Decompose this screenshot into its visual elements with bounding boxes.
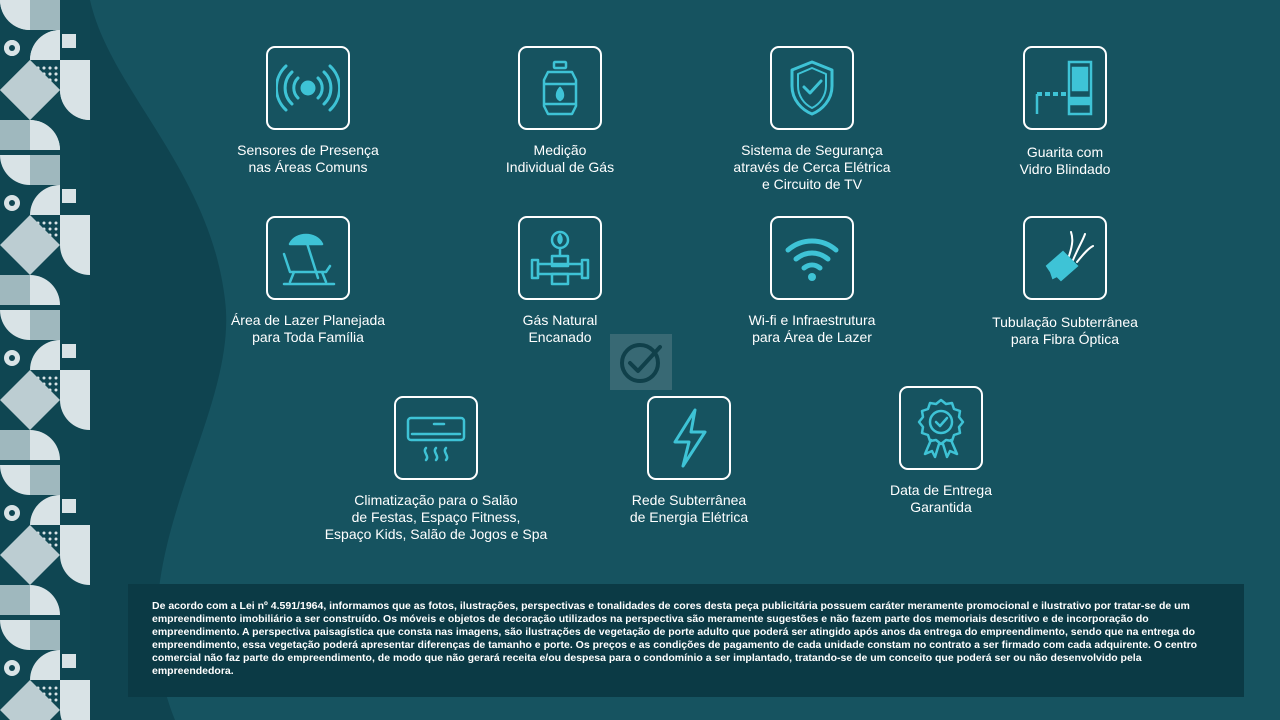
guardhouse-icon bbox=[1023, 46, 1107, 130]
fiber-optic-icon bbox=[1023, 216, 1107, 300]
feature-label: Sensores de Presença nas Áreas Comuns bbox=[237, 142, 379, 175]
feature-delivery-guarantee bbox=[821, 386, 1061, 516]
feature-gas-metering bbox=[440, 46, 680, 176]
feature-fiber-optic bbox=[945, 216, 1185, 348]
feature-underground-power bbox=[569, 396, 809, 526]
feature-presence-sensors bbox=[188, 46, 428, 176]
feature-label: Medição Individual de Gás bbox=[505, 142, 615, 175]
guarantee-badge-icon bbox=[899, 386, 983, 470]
feature-label: Climatização para o Salão de Festas, Espaço Fitness, Espaço Kids, Salão de Jogos e Spa bbox=[324, 492, 548, 542]
feature-label: Tubulação Subterrânea para Fibra Óptica bbox=[992, 314, 1138, 347]
feature-air-conditioning bbox=[316, 396, 556, 543]
lightning-icon bbox=[647, 396, 731, 480]
security-shield-icon bbox=[770, 46, 854, 130]
feature-label: Gás Natural Encanado bbox=[522, 312, 598, 345]
feature-natural-gas bbox=[440, 216, 680, 346]
feature-security-system bbox=[692, 46, 932, 193]
wifi-icon bbox=[770, 216, 854, 300]
feature-leisure-area bbox=[188, 216, 428, 346]
feature-guardhouse bbox=[945, 46, 1185, 178]
disclaimer-text: De acordo com a Lei nº 4.591/1964, informamos que as fotos, ilustrações, perspectivas e tonalidades de cores desta peça publicitária possuem caráter meramente promocional e ilustrativo por tratar-se de um empreendimento imobiliário a ser construído. Os móveis e objetos de decoração utilizados na perspectiva são meramente sugestões e não fazem parte dos memoriais descritivo e de incorporação do empreendimento. A perspectiva paisagística que consta nas imagens, são ilustrações de vegetação de porte adulto que poderá ser atingido após anos da entrega do empreendimento, sendo que na entrega do empreendimento, essa vegetação poderá apresentar diferenças de tamanho e porte. Os preços e as condições de pagamento de cada unidade constam no contrato a ser firmado com cada adquirente. O centro comercial não faz parte do empreendimento, de modo que não gerará receita e/ou despesa para o condomínio a ser implantado, tratando-se de um conceito que poderá ser ou não desenvolvido pela empreendedora. bbox=[152, 600, 1198, 677]
beach-chair-icon bbox=[266, 216, 350, 300]
gas-cylinder-icon bbox=[518, 46, 602, 130]
feature-label: Sistema de Segurança através de Cerca Elétrica e Circuito de TV bbox=[733, 142, 891, 192]
feature-label: Data de Entrega Garantida bbox=[890, 482, 992, 515]
check-mark-icon bbox=[610, 334, 672, 390]
presence-sensor-icon bbox=[266, 46, 350, 130]
gas-pipe-icon bbox=[518, 216, 602, 300]
decorative-pattern-strip bbox=[0, 0, 90, 720]
feature-label: Guarita com Vidro Blindado bbox=[1019, 144, 1111, 177]
feature-label: Wi-fi e Infraestrutura para Área de Lazer bbox=[748, 312, 876, 345]
feature-label: Área de Lazer Planejada para Toda Família bbox=[230, 312, 386, 345]
legal-disclaimer bbox=[128, 584, 1244, 697]
feature-wifi bbox=[692, 216, 932, 346]
feature-label: Rede Subterrânea de Energia Elétrica bbox=[629, 492, 749, 525]
air-conditioner-icon bbox=[394, 396, 478, 480]
